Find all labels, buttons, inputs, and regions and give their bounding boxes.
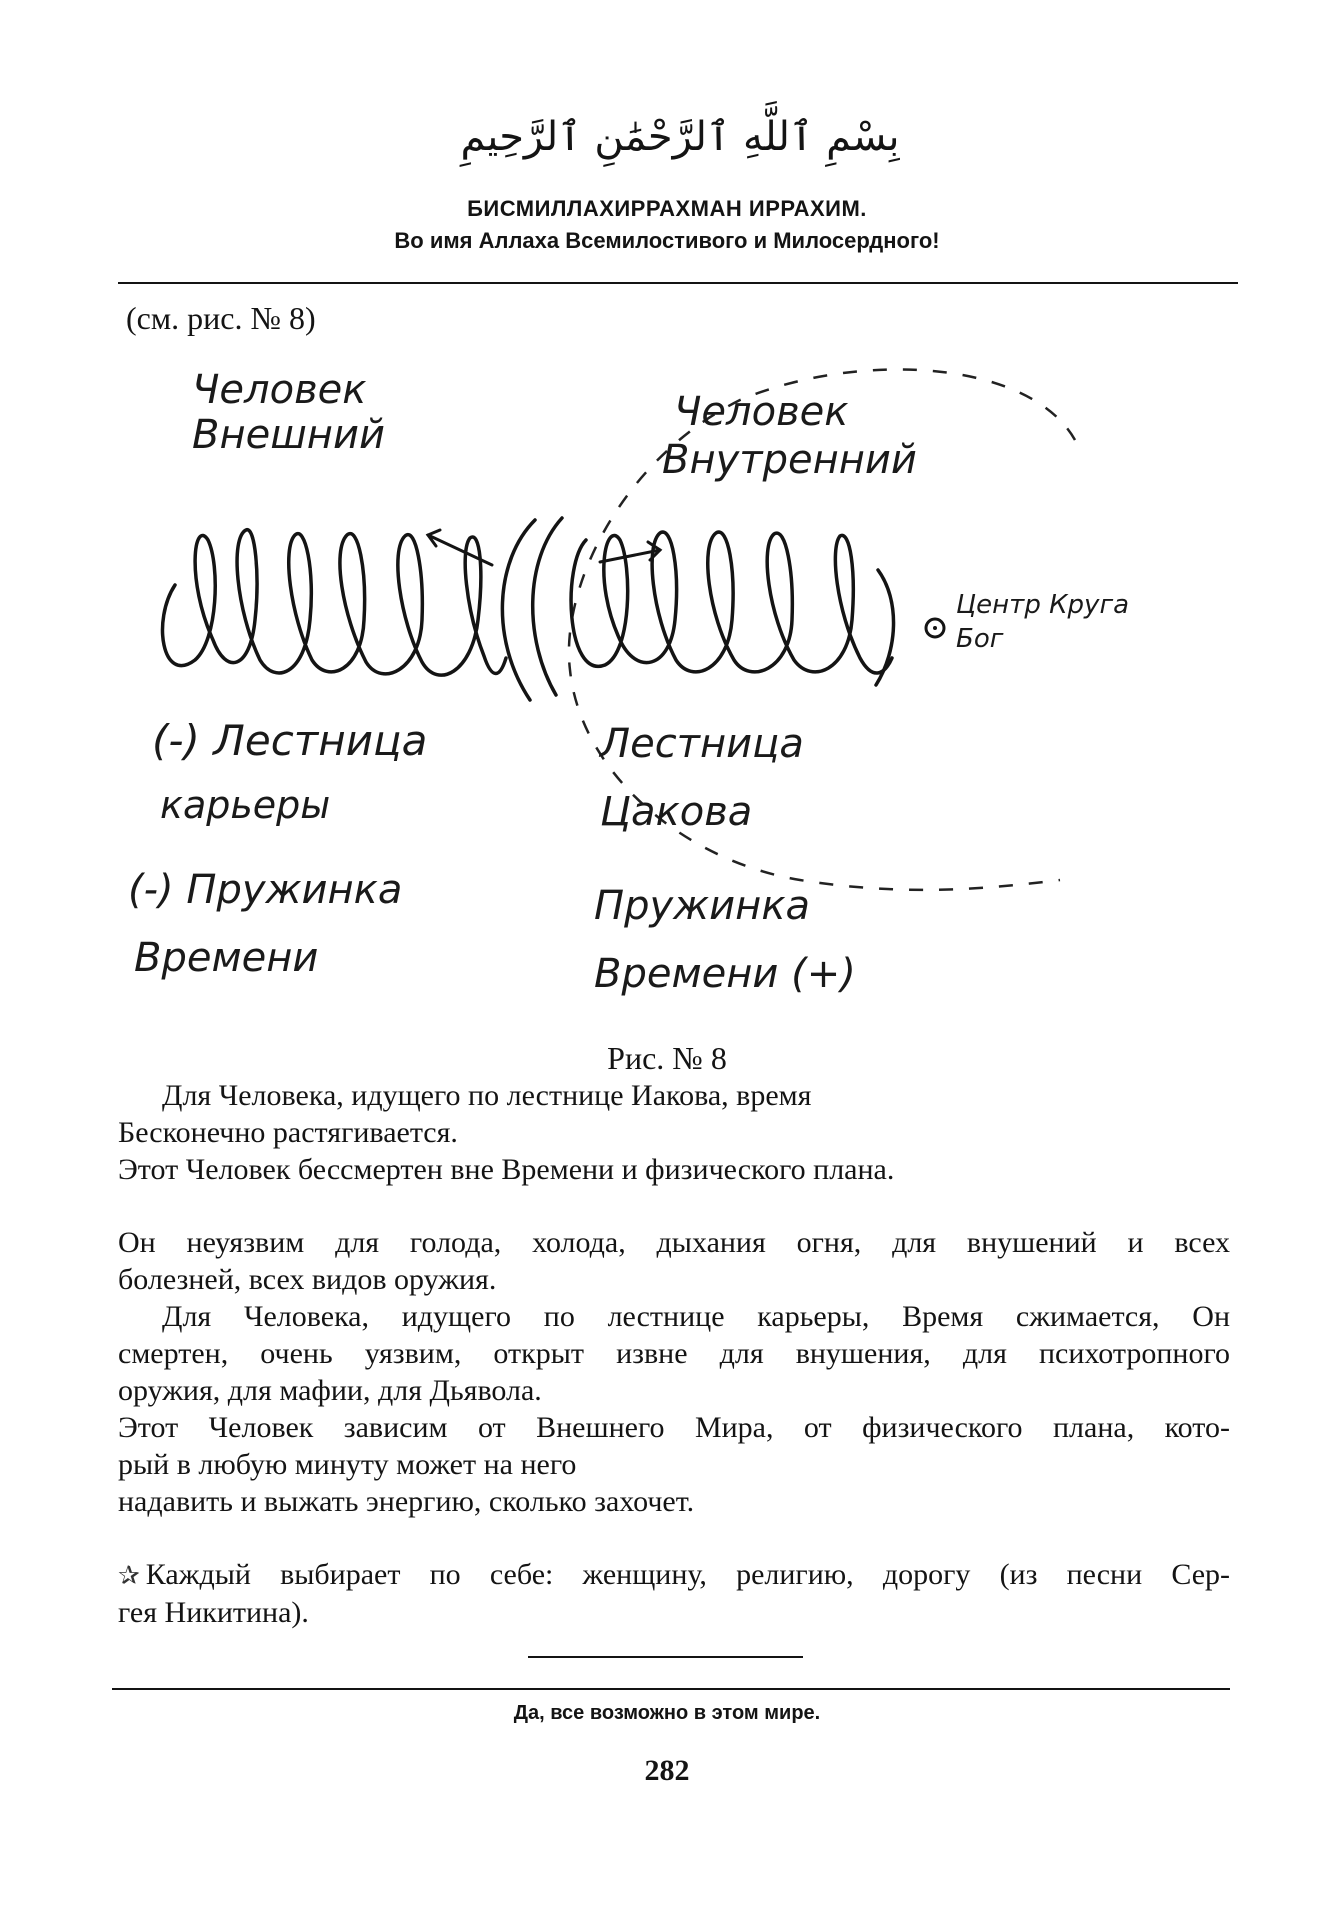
paragraph-gap xyxy=(118,1188,1230,1224)
body-text xyxy=(118,1077,1230,1631)
spring-left-coil xyxy=(163,530,506,675)
label-career-ladder-line1: (-) Лестница xyxy=(152,716,428,765)
paragraph-2: Этот Человек бессмертен вне Времени и физического плана. xyxy=(118,1153,895,1186)
center-point-dot xyxy=(933,626,937,630)
label-outer-man-line1: Человек xyxy=(192,367,367,413)
paragraph-1-line1: Для Человека, идущего по лестнице Иакова, время xyxy=(162,1079,812,1112)
figure-8-diagram xyxy=(100,340,1260,1040)
paragraph-3-line1: Он неуязвим для голода, холода, дыхания огня, для внушений и всех xyxy=(118,1226,1230,1259)
page-number: 282 xyxy=(644,1754,690,1787)
paragraph-3-line2: болезней, всех видов оружия. xyxy=(118,1263,497,1296)
label-inner-man-line2: Внутренний xyxy=(662,437,917,483)
label-spring-right-line2: Времени (+) xyxy=(594,951,856,997)
label-jacob-ladder-line2: Цакова xyxy=(600,789,753,835)
label-outer-man-line2: Внешний xyxy=(192,412,385,458)
label-spring-right-line1: Пружинка xyxy=(594,883,810,929)
label-inner-man-line1: Человек xyxy=(674,389,849,435)
paragraph-4-line1: Для Человека, идущего по лестнице карьеры, Время сжимается, Он xyxy=(162,1300,1230,1333)
paragraph-4-line2: смертен, очень уязвим, открыт извне для внушения, для психотропного xyxy=(118,1337,1230,1370)
footer-divider xyxy=(112,1688,1230,1690)
label-spring-left-line1: (-) Пружинка xyxy=(128,867,403,913)
figure-caption: Рис. № 8 xyxy=(607,1040,727,1076)
paragraph-6-line1-text: Каждый выбирает по себе: женщину, религию, дорогу (из песни Сер- xyxy=(145,1558,1230,1591)
paragraph-1-line2: Бесконечно растягивается. xyxy=(118,1116,458,1149)
label-jacob-ladder-line1: Лестница xyxy=(600,721,804,767)
paragraph-5-line2: рый в любую минуту может на него xyxy=(118,1448,577,1481)
paragraph-6-line1 xyxy=(118,1556,1230,1594)
paragraph-6-line2: гея Никитина). xyxy=(118,1596,309,1629)
paragraph-5-line1: Этот Человек зависим от Внешнего Мира, от физического плана, кото- xyxy=(118,1411,1230,1444)
header-divider xyxy=(118,282,1238,284)
arrow-outer-shaft xyxy=(428,535,492,565)
header-bismillah-transliteration: БИСМИЛЛАХИРРАХМАН ИРРАХИМ. xyxy=(467,196,867,221)
spring-right-coil xyxy=(571,532,892,673)
star-icon: ✰ xyxy=(118,1561,140,1590)
section-end-divider xyxy=(528,1656,803,1658)
label-god: Бог xyxy=(956,624,1004,654)
spring-divider-left-stroke xyxy=(502,520,535,700)
label-circle-center: Центр Круга xyxy=(956,590,1130,620)
header-bismillah-translation: Во имя Аллаха Всемилостивого и Милосердного! xyxy=(394,228,940,253)
paragraph-gap xyxy=(118,1520,1230,1556)
bismillah-calligraphy xyxy=(460,88,900,178)
paragraph-4-line3: оружия, для мафии, для Дьявола. xyxy=(118,1374,542,1407)
paragraph-5-line3: надавить и выжать энергию, сколько захочет. xyxy=(118,1485,695,1518)
bismillah-text: بِسْمِ ٱللَّهِ ٱلرَّحْمَٰنِ ٱلرَّحِيمِ xyxy=(460,114,900,160)
spring-right-end-bracket xyxy=(876,570,894,685)
footer-text: Да, все возможно в этом мире. xyxy=(513,1702,821,1724)
label-career-ladder-line2: карьеры xyxy=(160,783,331,827)
label-spring-left-line2: Времени xyxy=(134,935,319,981)
figure-reference: (см. рис. № 8) xyxy=(126,300,316,336)
spring-divider-right-stroke xyxy=(533,518,562,695)
